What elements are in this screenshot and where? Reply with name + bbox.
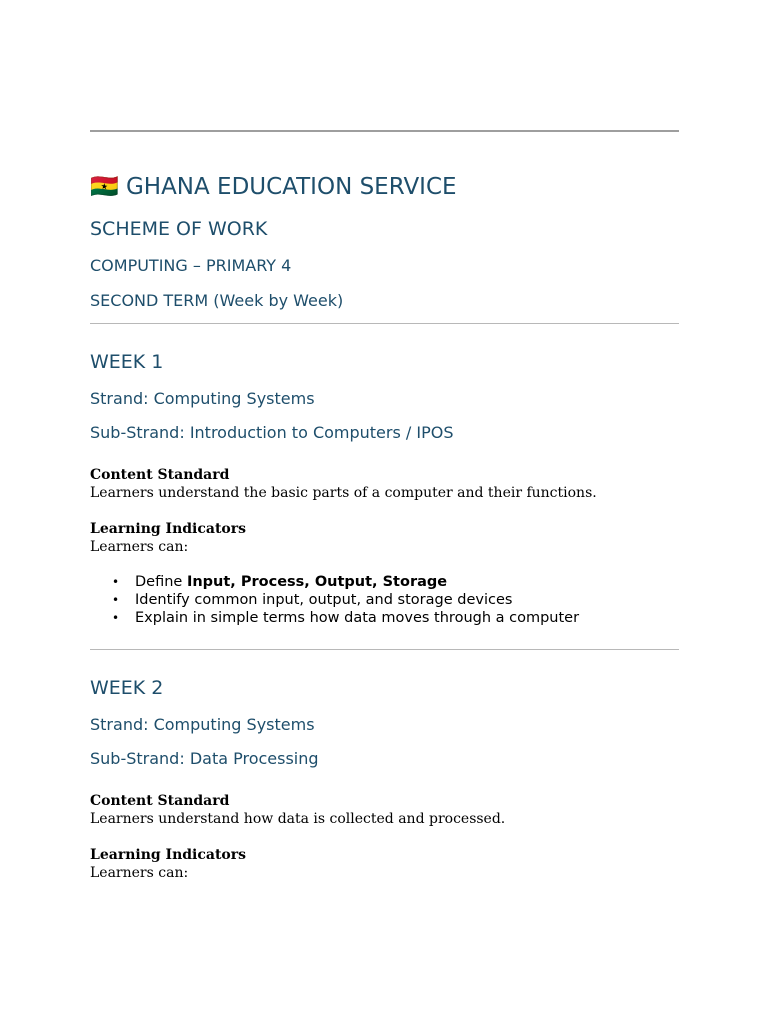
week-2-content-standard-label: Content Standard (90, 793, 230, 809)
week-1-heading: WEEK 1 (90, 351, 164, 373)
week-2-strand: Strand: Computing Systems (90, 715, 315, 734)
list-item (90, 609, 579, 627)
week-1-content-standard: Learners understand the basic parts of a computer and their functions. (90, 485, 597, 501)
bullet-icon: • (112, 593, 120, 607)
week-1-strand: Strand: Computing Systems (90, 389, 315, 408)
list-item (90, 591, 579, 609)
term-heading: SECOND TERM (Week by Week) (90, 291, 344, 310)
course-heading: COMPUTING – PRIMARY 4 (90, 256, 292, 275)
week-1-indicator-list (90, 573, 579, 627)
indicator-bold-terms: Input, Process, Output, Storage (186, 574, 448, 590)
week-1-content-standard-label: Content Standard (90, 467, 230, 483)
indicator-prefix: Define (135, 574, 187, 590)
week-2-learners-can: Learners can: (90, 865, 189, 881)
bullet-icon: • (112, 575, 120, 589)
week-1-sub-strand: Sub-Strand: Introduction to Computers / IPOS (90, 423, 454, 442)
indicator-text: Identify common input, output, and storage devices (135, 592, 513, 608)
document-subtitle: SCHEME OF WORK (90, 218, 268, 240)
document-title: 🇬🇭 GHANA EDUCATION SERVICE (90, 174, 457, 200)
week-2-sub-strand: Sub-Strand: Data Processing (90, 749, 319, 768)
week-2-heading: WEEK 2 (90, 677, 164, 699)
bullet-icon: • (112, 611, 120, 625)
indicator-text: Explain in simple terms how data moves through a computer (135, 610, 580, 626)
week-2-content-standard: Learners understand how data is collected and processed. (90, 811, 506, 827)
section-divider-1 (90, 323, 679, 324)
week-1-learning-indicators-label: Learning Indicators (90, 521, 247, 537)
week-2-learning-indicators-label: Learning Indicators (90, 847, 247, 863)
top-divider (90, 130, 679, 132)
week-1-learners-can: Learners can: (90, 539, 189, 555)
section-divider-2 (90, 649, 679, 650)
list-item (90, 573, 579, 591)
